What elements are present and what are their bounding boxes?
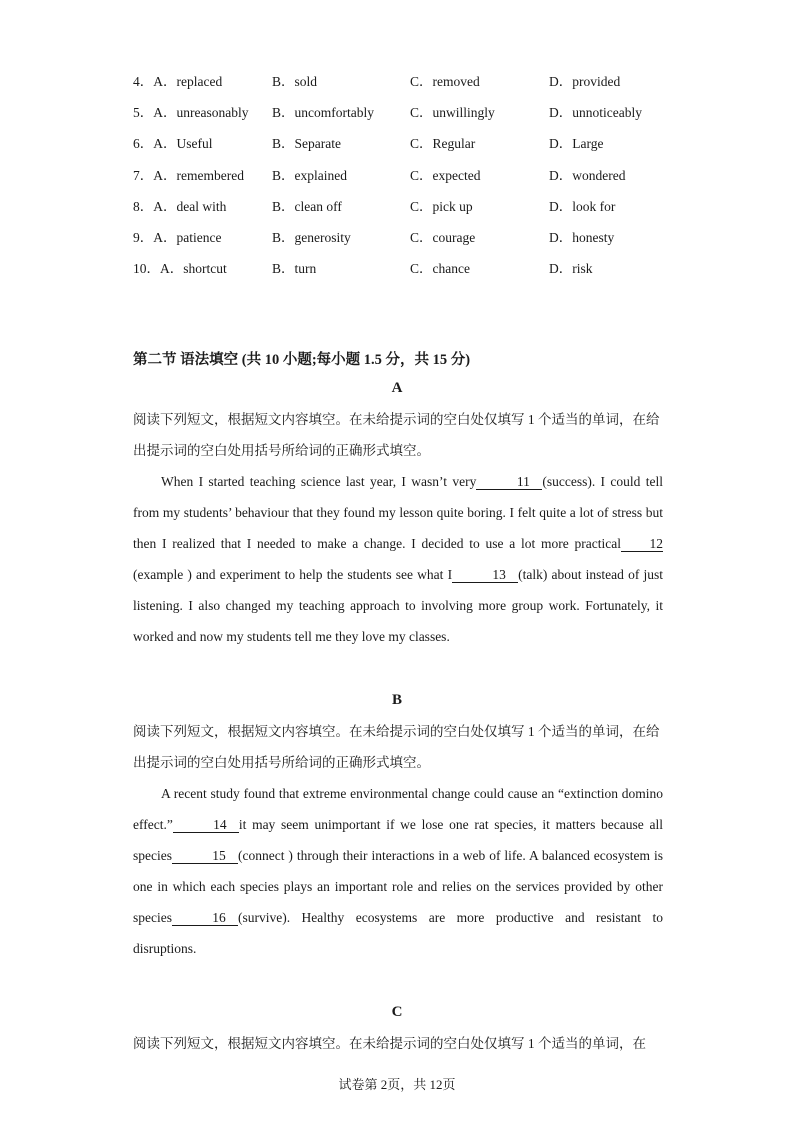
- option-d: D．honesty: [549, 229, 615, 245]
- option-c: C．chance: [410, 261, 470, 277]
- option-row: [133, 222, 733, 253]
- option-a: 7．A．remembered: [133, 167, 244, 183]
- option-c: C．removed: [410, 74, 480, 89]
- blank-12[interactable]: 12: [621, 537, 663, 552]
- blank-16[interactable]: 16: [172, 911, 238, 926]
- option-a: 4．A．replaced: [133, 74, 223, 89]
- option-row: [133, 97, 733, 128]
- option-d: D．wondered: [549, 167, 626, 183]
- option-c: C．courage: [410, 229, 476, 245]
- part-c-instruction: 阅读下列短文，根据短文内容填空。在未给提示词的空白处仅填写 1 个适当的单词，在: [133, 1036, 646, 1051]
- option-a: 8．A．deal with: [133, 198, 227, 214]
- option-c: C．pick up: [410, 198, 473, 214]
- page-footer: 试卷第 2页，共 12页: [338, 1077, 456, 1092]
- part-a-instruction: 阅读下列短文，根据短文内容填空。在未给提示词的空白处仅填写 1 个适当的单词，在给出提示词的空白处用括号所给词的正确形式填空。: [133, 412, 660, 458]
- part-b-instruction: 阅读下列短文，根据短文内容填空。在未给提示词的空白处仅填写 1 个适当的单词，在给出提示词的空白处用括号所给词的正确形式填空。: [133, 724, 660, 770]
- option-c: C．unwillingly: [410, 105, 495, 121]
- part-b-label: B: [391, 692, 402, 708]
- option-d: D．unnoticeably: [549, 105, 642, 121]
- option-row: [133, 253, 733, 284]
- options-list: [133, 66, 733, 284]
- blank-15[interactable]: 15: [172, 849, 238, 864]
- blank-14[interactable]: 14: [173, 818, 239, 833]
- question-number: 7．: [133, 167, 154, 183]
- option-row: [133, 128, 733, 159]
- option-row: [133, 160, 733, 191]
- option-b: B．explained: [272, 167, 347, 183]
- question-number: 9．: [133, 229, 154, 245]
- part-a-label: A: [391, 380, 403, 396]
- option-a: 9．A．patience: [133, 229, 222, 245]
- question-number: 6．: [133, 136, 154, 152]
- option-b: B．clean off: [272, 198, 342, 214]
- option-row: [133, 66, 733, 97]
- part-c-label: C: [391, 1004, 403, 1020]
- question-number: 10．: [133, 261, 160, 277]
- blank-13[interactable]: 13: [452, 568, 518, 583]
- option-d: D．Large: [549, 136, 604, 152]
- question-number: 5．: [133, 105, 154, 121]
- option-a: 10．A．shortcut: [133, 261, 227, 277]
- option-b: B．generosity: [272, 229, 351, 245]
- option-b: B．uncomfortably: [272, 105, 374, 121]
- option-b: B．sold: [272, 74, 318, 89]
- part-a-passage: When I started teaching science last year, I wasn’t very 11 (success). I could tell from my students’ behaviour that they found my lesson quite boring. I felt quite a lot of stress but then I realized that I needed to make a change. I decided to use a lot more practical 12 (example ) and experiment to help the students see what I 13 (talk) about instead of just listening. I also changed my teaching approach to involving more group work. Fortunately, it worked and now my students tell me they love my classes.: [133, 474, 663, 644]
- option-d: D．risk: [549, 261, 593, 277]
- option-a: 5．A．unreasonably: [133, 105, 249, 121]
- option-d: D．look for: [549, 198, 616, 214]
- question-number: 4．: [133, 74, 154, 89]
- question-number: 8．: [133, 198, 154, 214]
- section-title: 第二节 语法填空 (共 10 小题;每小题 1.5 分，共 15 分): [133, 352, 471, 368]
- option-a: 6．A．Useful: [133, 136, 213, 152]
- option-c: C．expected: [410, 167, 481, 183]
- blank-11[interactable]: 11: [476, 475, 542, 490]
- part-b-passage: A recent study found that extreme environmental change could cause an “extinction domino effect.” 14 it may seem unimportant if we lose one rat species, it matters because all species 15 (connect ) through their interactions in a web of life. A balanced ecosystem is one in which each species plays an important role and relies on the services provided by other species 16 (survive). Healthy ecosystems are more productive and resistant to disruptions.: [133, 786, 663, 956]
- option-d: D．provided: [549, 74, 621, 89]
- option-b: B．turn: [272, 261, 317, 277]
- option-b: B．Separate: [272, 136, 341, 152]
- option-row: [133, 191, 733, 222]
- option-c: C．Regular: [410, 136, 476, 152]
